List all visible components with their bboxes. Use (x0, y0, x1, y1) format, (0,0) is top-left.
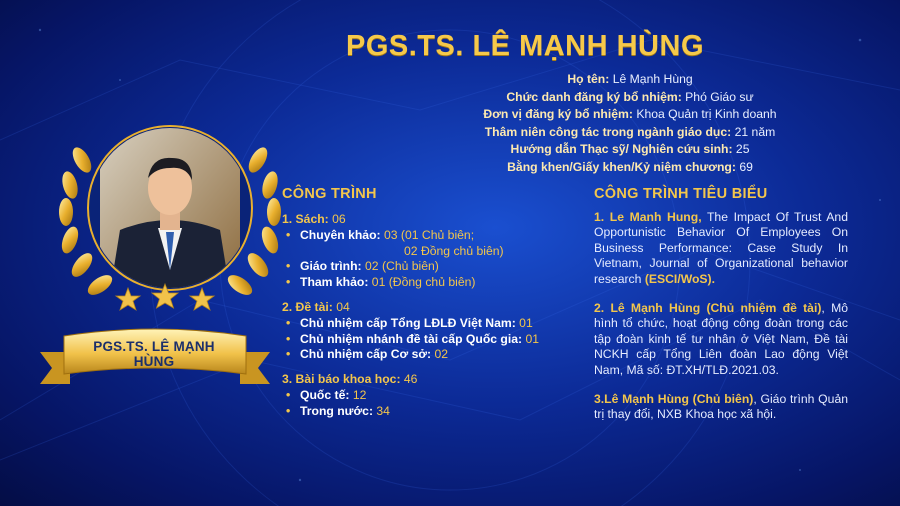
featured-list (594, 210, 848, 423)
item-value: 01 (Đồng chủ biên) (371, 275, 476, 290)
section-value: 04 (336, 299, 350, 314)
list-item (282, 259, 582, 275)
bullet-icon: • (286, 259, 291, 274)
info-value: Lê Mạnh Hùng (612, 72, 693, 86)
item-key: Tham khảo: (300, 275, 369, 290)
list-item (282, 228, 582, 260)
info-line (420, 141, 840, 159)
featured-author: 2. Lê Mạnh Hùng (Chủ nhiệm đề tài) (594, 301, 822, 316)
featured-heading: CÔNG TRÌNH TIÊU BIỂU (594, 186, 768, 202)
section-label: 2. Đề tài: (282, 299, 333, 314)
info-line (420, 89, 840, 107)
section-label: 3. Bài báo khoa học: (282, 372, 401, 387)
item-value: 01 (519, 315, 533, 330)
featured-item (594, 392, 848, 423)
bullet-icon: • (286, 331, 291, 346)
name-badge: PGS.TS. LÊ MẠNH HÙNG (93, 339, 215, 369)
list-item (282, 275, 582, 291)
section-label: 1. Sách: (282, 212, 329, 226)
list-item-text (300, 316, 533, 332)
section-value: 06 (332, 212, 346, 226)
info-line (420, 71, 840, 89)
info-value: 21 năm (734, 124, 776, 139)
list-item-text (300, 275, 475, 291)
works-section-heading (282, 212, 582, 228)
bullet-icon: • (286, 315, 291, 330)
item-key: Chuyên khảo: (300, 227, 381, 242)
list-item-text (300, 228, 504, 260)
item-key: Chủ nhiệm cấp Tổng LĐLĐ Việt Nam: (300, 315, 516, 330)
works-heading: CÔNG TRÌNH (282, 186, 377, 202)
list-item (282, 316, 582, 332)
info-line (420, 159, 840, 177)
portrait-photo (100, 120, 240, 292)
info-label: Thâm niên công tác trong ngành giáo dục: (484, 124, 732, 139)
info-label: Bằng khen/Giấy khen/Kỷ niệm chương: (507, 159, 736, 174)
item-value-continued: 02 Đồng chủ biên) (404, 243, 504, 258)
item-value: 34 (376, 403, 390, 418)
bullet-icon: • (286, 227, 291, 242)
info-line (420, 124, 840, 142)
works-section-heading (282, 300, 582, 316)
bullet-icon: • (286, 403, 291, 418)
list-item (282, 388, 582, 404)
list-item-text (300, 332, 539, 348)
list-item (282, 332, 582, 348)
info-label: Đơn vị đăng ký bổ nhiệm: (483, 107, 633, 122)
item-value: 03 (01 Chủ biên; (383, 227, 475, 242)
info-label: Họ tên: (567, 72, 610, 86)
info-value: Khoa Quản trị Kinh doanh (636, 107, 777, 122)
featured-text: , Giáo trình Quản trị thay đổi, NXB Khoa học xã hội. (594, 392, 848, 422)
list-item-text (300, 404, 390, 420)
info-label: Chức danh đăng ký bổ nhiệm: (506, 89, 682, 104)
works-section-heading (282, 372, 582, 388)
featured-index: (ESCI/WoS). (644, 271, 716, 286)
list-item-text (300, 347, 448, 363)
profile-info (420, 71, 840, 177)
featured-text: The Impact Of Trust And Opportunistic Behavior Of Employees On Business Performance: Case Study In Vietnam, Journal of Organizational behavior research (594, 210, 848, 286)
item-value: 01 (525, 331, 540, 346)
info-value: 69 (739, 159, 753, 174)
featured-item (594, 210, 848, 287)
info-value: Phó Giáo sư (685, 89, 754, 104)
info-value: 25 (735, 142, 750, 157)
item-value: 02 (Chủ biên) (365, 259, 439, 274)
bullet-icon: • (286, 347, 291, 362)
list-item (282, 347, 582, 363)
info-line (420, 106, 840, 124)
featured-text: , Mô hình tổ chức, hoạt động công đoàn trong các tập đoàn kinh tế tư nhân ở Việt Nam, Đề tài NCKH cấp Tổng Liên đoàn Lao động Việt Nam, Mã số: ĐT.XH/TLĐ.2021.03. (594, 301, 849, 377)
item-value: 02 (434, 347, 449, 362)
item-key: Giáo trình: (300, 259, 362, 274)
item-key: Chủ nhiệm cấp Cơ sở: (300, 347, 432, 362)
section-value: 46 (403, 372, 418, 387)
featured-author: 1. Le Manh Hung, (594, 210, 702, 224)
featured-item (594, 301, 848, 378)
list-item (282, 404, 582, 420)
star-icon (110, 282, 220, 318)
bullet-icon: • (286, 387, 291, 402)
info-label: Hướng dẫn Thạc sỹ/ Nghiên cứu sinh: (510, 142, 733, 157)
item-key: Chủ nhiệm nhánh đề tài cấp Quốc gia: (300, 331, 523, 346)
works-list (282, 212, 582, 420)
list-item-text (300, 259, 439, 275)
list-item-text (300, 388, 366, 404)
item-key: Quốc tế: (300, 387, 350, 402)
item-key: Trong nước: (300, 403, 374, 418)
page-title: PGS.TS. LÊ MẠNH HÙNG (345, 30, 704, 62)
item-value: 12 (352, 387, 367, 402)
bullet-icon: • (286, 275, 291, 290)
featured-author: 3.Lê Mạnh Hùng (Chủ biên) (594, 392, 754, 407)
